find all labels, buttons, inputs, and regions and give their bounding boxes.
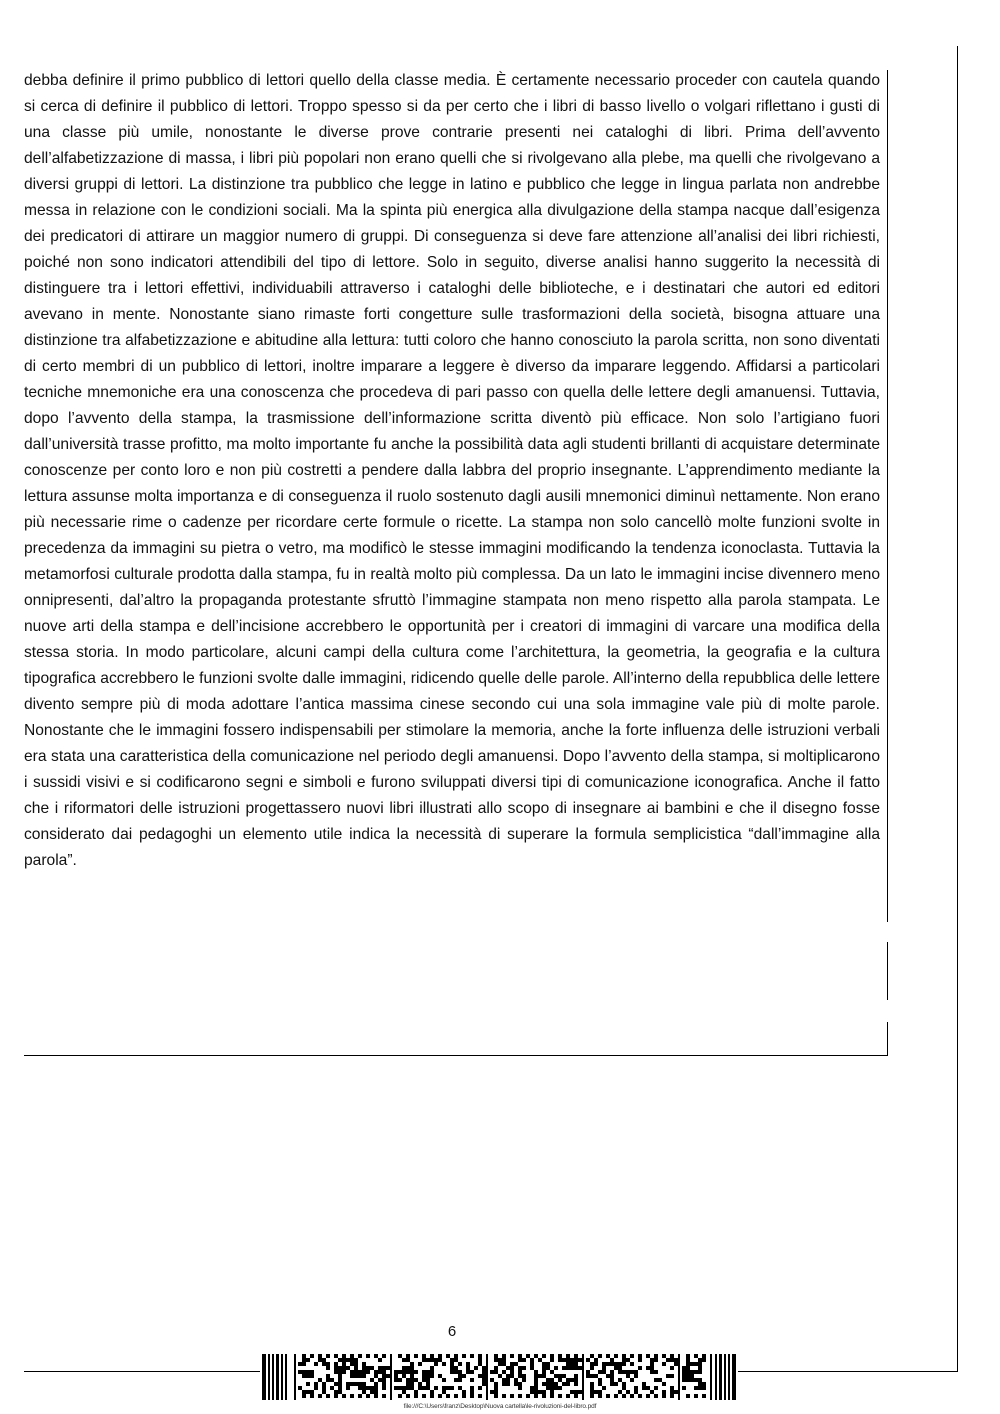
body-paragraph: debba definire il primo pubblico di lettori quello della classe media. È certamente necessario proceder con cautela quando si cerca di definire il pubblico di lettori. Troppo spesso si da per certo che i libri di basso livello o volgari riflettano i gusti di una classe più umile, nonostante le diverse prove contrarie presenti nei cataloghi di libri. Prima dell’avvento dell’alfabetizzazione di massa, i libri più popolari non erano quelli che si rivolgevano alla plebe, ma quelli che rivolgevano a diversi gruppi di lettori. La distinzione tra pubblico che legge in latino e pubblico che legge in lingua parlata non andrebbe messa in relazione con le condizioni sociali. Ma la spinta più energica alla divulgazione della stampa nacque dall’esigenza dei predicatori di attirare un maggior numero di gruppi. Di conseguenza si deve fare attenzione all’analisi dei libri richiesti, poiché non sono indicatori attendibili del tipo di lettore. Solo in seguito, diverse analisi hanno suggerito la necessità di distinguere tra i lettori effettivi, individuabili attraverso i cataloghi delle biblioteche, e i destinatari che autori ed editori avevano in mente. Nonostante siano rimaste forti congetture sulle trasformazioni della società, bisogna attuare una distinzione tra alfabetizzazione e abitudine alla lettura: tutti coloro che hanno conosciuto la parola scritta, non sono diventati di certo membri di un pubblico di lettori, inoltre imparare a leggere è diverso da imparare leggendo. Affidarsi a particolari tecniche mnemoniche era una conoscenza che procedeva di pari passo con quella delle lettere degli amanuensi. Tuttavia, dopo l’avvento della stampa, la trasmissione dell’informazione scritta diventò più efficace. Non solo l’artigiano fuori dall’università trasse profitto, ma molto importante fu anche la possibilità data agli studenti brillanti di acquistare determinate conoscenze per conto loro e non più costretti a pendere dalla labbra del proprio insegnante. L’apprendimento mediante la lettura assunse molta importanza e di conseguenza il ruolo sostenuto dagli ausili mnemonici diminuì nettamente. Non erano più necessarie rime o cadenze per ricordare certe formule o ricette. La stampa non solo cancellò molte funzioni svolte in precedenza da immagini su pietra o vetro, ma modificò le stesse immagini modificando la tendenza iconoclasta. Tuttavia la metamorfosi culturale prodotta dalla stampa, fu in realtà molto più complessa. Da un lato le immagini incise divennero meno onnipresenti, dal’altro la propaganda protestante sfruttò l’immagine stampata non meno rispetto alla parola stampata. Le nuove arti della stampa e dell’incisione accrebbero le opportunità per i creatori di immagini di varcare una modifica della stessa storia. In modo particolare, alcuni campi della cultura come l’architettura, la geometria, la geografia e la cultura tipografica accrebbero le funzioni svolte dalle immagini, ridicendo quelle delle parole. All’interno della repubblica delle lettere divento sempre più di moda adottare l’antica massima cinese secondo cui una sola immagine vale più di molte parole. Nonostante che le immagini fossero indispensabili per stimolare la memoria, anche la forte influenza delle istruzioni verbali era stata una caratteristica della comunicazione nel periodo degli amanuensi. Dopo l’avvento della stampa, si moltiplicarono i sussidi visivi e si codificarono segni e simboli e furono sviluppati diversi tipi di comunicazione iconografica. Anche il fatto che i riformatori delle istruzioni progettassero nuovi libri illustrati allo scopo di insegnare ai bambini e che il disegno fosse considerato dai pedagoghi un elemento utile indica la necessità di superare la formula semplicistica “dall’immagine alla parola”. <box>24 72 880 869</box>
footer-left-rule <box>24 1371 260 1372</box>
footer-right-rule <box>738 1371 958 1372</box>
inner-right-rule-middle <box>887 942 888 1000</box>
barcode-image <box>262 1354 736 1400</box>
text-box-bottom-rule <box>24 1055 888 1056</box>
outer-right-rule <box>957 46 958 1372</box>
page-number: 6 <box>447 1323 457 1340</box>
file-path: file:///C:\Users\franz\Desktop\Nuova cartella\le-rivoluzioni-del-libro.pdf <box>403 1403 597 1410</box>
inner-right-rule-lower <box>887 1022 888 1056</box>
inner-right-rule-upper <box>887 70 888 922</box>
